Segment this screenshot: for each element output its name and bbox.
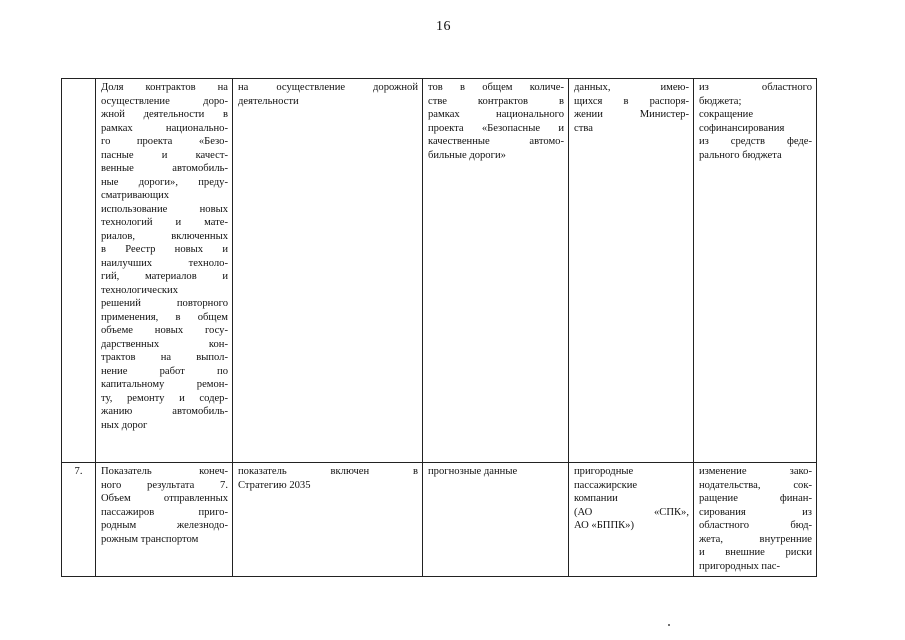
risk-cell — [694, 463, 817, 577]
cell-text-line: компании — [574, 493, 618, 504]
basis-cell — [233, 79, 423, 463]
cell-text-line: Показатель конеч- — [101, 466, 228, 477]
cell-text-line: технологий и мате- — [101, 217, 228, 228]
cell-text-line: на осуществление дорожной — [238, 82, 418, 93]
cell-text-line: рожным транспортом — [101, 533, 199, 545]
cell-text-line: и внешние риски — [699, 547, 812, 558]
cell-text-line: применения, в общем — [101, 311, 228, 323]
cell-text-line: ращение финан- — [699, 493, 812, 504]
cell-text-line: решений повторного — [101, 298, 228, 309]
indicator-cell — [96, 463, 233, 577]
indicator-cell — [96, 79, 233, 463]
cell-text-line: нодательства, сок- — [699, 479, 812, 491]
indicator-table — [61, 78, 817, 577]
cell-text-line: Стратегию 2035 — [238, 479, 311, 491]
cell-text-line: ту, ремонту и содер- — [101, 392, 228, 404]
cell-text-line: трактов на выпол- — [101, 352, 228, 363]
cell-text-line: ного результата 7. — [101, 479, 228, 491]
cell-text-line: бюджета; — [699, 95, 742, 107]
cell-text-line: го проекта «Безо- — [101, 136, 228, 147]
cell-text-line: в Реестр новых и — [101, 244, 228, 255]
cell-text-line: использование новых — [101, 203, 228, 215]
cell-text-line: пассажиров приго- — [101, 506, 228, 518]
cell-text-line: показатель включен в — [238, 466, 418, 477]
cell-text-line: дарственных кон- — [101, 338, 228, 350]
cell-text-line: сматривающих — [101, 190, 170, 201]
cell-text-line: тов в общем количе- — [428, 82, 564, 93]
cell-text-line: изменение зако- — [699, 466, 812, 477]
cell-text-line: ные дороги», преду- — [101, 176, 228, 188]
cell-text-line: жении Министер- — [574, 109, 689, 120]
cell-text-line: венные автомобиль- — [101, 163, 228, 174]
cell-text-line: жной деятельности в — [101, 109, 228, 120]
cell-text-line: щихся в распоря- — [574, 95, 689, 107]
basis-cell — [233, 463, 423, 577]
cell-text-line: из средств феде- — [699, 136, 812, 147]
cell-text-line: прогнозные данные — [428, 466, 518, 477]
cell-text-line: проекта «Безопасные и — [428, 122, 564, 134]
cell-text-line: осуществление доро- — [101, 95, 228, 107]
cell-text-line: жанию автомобиль- — [101, 406, 228, 417]
cell-text-line: технологических — [101, 284, 179, 296]
page-number: 16 — [436, 19, 451, 34]
scan-speck — [668, 624, 670, 626]
risk-cell — [694, 79, 817, 463]
cell-text-line: родным железнодо- — [101, 520, 228, 531]
cell-text-line: рального бюджета — [699, 149, 782, 161]
cell-text-line: нение работ по — [101, 365, 228, 377]
cell-text-line: из областного — [699, 82, 812, 93]
cell-text-line: рамках национально- — [101, 122, 228, 134]
method-cell — [423, 463, 569, 577]
cell-text-line: областного бюд- — [699, 520, 812, 531]
cell-text-line: качественные автомо- — [428, 136, 564, 147]
cell-text-line: Объем отправленных — [101, 493, 228, 504]
cell-text-line: капитальному ремон- — [101, 379, 228, 390]
table-row — [62, 463, 817, 577]
cell-text-line: жета, внутренние — [699, 533, 812, 545]
cell-text-line: Доля контрактов на — [101, 82, 228, 93]
cell-text-line: сокращение — [699, 109, 754, 120]
row-number-cell: 7. — [62, 463, 96, 577]
cell-text-line: риалов, включенных — [101, 230, 228, 242]
cell-text-line: деятельности — [238, 95, 299, 107]
row-number-cell — [62, 79, 96, 463]
cell-text-line: АО «БППК») — [574, 520, 634, 531]
cell-text-line: рамках национального — [428, 109, 564, 120]
source-cell — [569, 79, 694, 463]
source-cell — [569, 463, 694, 577]
cell-text-line: софинансирования — [699, 122, 785, 134]
cell-text-line: гий, материалов и — [101, 271, 228, 282]
cell-text-line: ных дорог — [101, 419, 148, 431]
method-cell — [423, 79, 569, 463]
cell-text-line: стве контрактов в — [428, 95, 564, 107]
cell-text-line: сирования из — [699, 506, 812, 518]
cell-text-line: пригородных пас- — [699, 560, 781, 572]
cell-text-line: пригородные — [574, 466, 634, 477]
cell-text-line: ства — [574, 122, 593, 134]
cell-text-line: пассажирские — [574, 479, 638, 491]
cell-text-line: пасные и качест- — [101, 149, 228, 161]
cell-text-line: данных, имею- — [574, 82, 689, 93]
cell-text-line: (АО «СПК», — [574, 506, 689, 518]
cell-text-line: объеме новых госу- — [101, 325, 228, 336]
table-row — [62, 79, 817, 463]
cell-text-line: наилучших техноло- — [101, 257, 228, 269]
cell-text-line: бильные дороги» — [428, 149, 506, 161]
